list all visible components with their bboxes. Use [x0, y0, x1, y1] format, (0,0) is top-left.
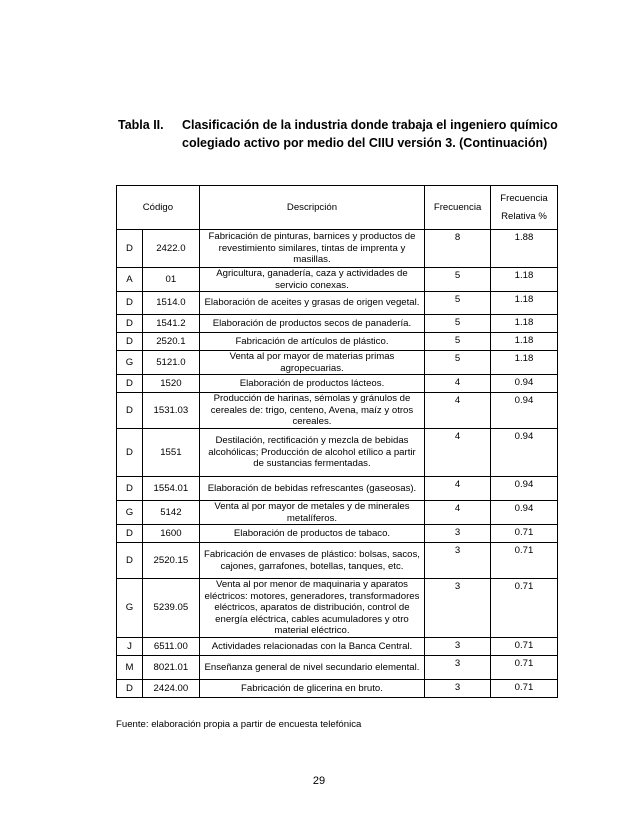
row-description: Venta al por mayor de materias primas agropecuarias.	[199, 351, 424, 375]
table-row	[117, 501, 558, 525]
row-frecuencia: 3	[425, 638, 491, 656]
table-row	[117, 543, 558, 579]
row-frecuencia: 4	[425, 501, 491, 525]
row-section-letter: D	[117, 292, 143, 315]
header-descripcion: Descripción	[199, 186, 424, 230]
table-row	[117, 525, 558, 543]
row-ciiu-code: 2422.0	[142, 230, 199, 268]
row-frecuencia-relativa: 0.94	[491, 393, 558, 429]
row-frecuencia-relativa: 0.71	[491, 543, 558, 579]
row-frecuencia-relativa: 0.94	[491, 429, 558, 477]
row-section-letter: G	[117, 351, 143, 375]
row-ciiu-code: 1554.01	[142, 477, 199, 501]
table-row	[117, 429, 558, 477]
row-frecuencia: 3	[425, 656, 491, 680]
row-ciiu-code: 2424.00	[142, 680, 199, 698]
table-title	[182, 116, 582, 152]
table-title-line-2: colegiado activo por medio del CIIU versión 3. (Continuación)	[182, 136, 548, 150]
row-frecuencia: 5	[425, 315, 491, 333]
row-frecuencia-relativa: 1.18	[491, 333, 558, 351]
row-section-letter: G	[117, 579, 143, 638]
page-number: 29	[312, 775, 326, 787]
table-title-line-1: Clasificación de la industria donde trabaja el ingeniero químico	[182, 118, 558, 132]
table-row	[117, 351, 558, 375]
row-frecuencia: 4	[425, 429, 491, 477]
row-description: Elaboración de aceites y grasas de origen vegetal.	[199, 292, 424, 315]
table-row	[117, 656, 558, 680]
row-ciiu-code: 01	[142, 268, 199, 292]
row-frecuencia: 5	[425, 268, 491, 292]
row-frecuencia-relativa: 1.18	[491, 351, 558, 375]
table-label: Tabla II.	[118, 118, 164, 132]
row-description: Fabricación de artículos de plástico.	[199, 333, 424, 351]
row-description: Fabricación de glicerina en bruto.	[199, 680, 424, 698]
row-section-letter: D	[117, 315, 143, 333]
row-section-letter: D	[117, 230, 143, 268]
row-ciiu-code: 1520	[142, 375, 199, 393]
row-ciiu-code: 1600	[142, 525, 199, 543]
row-section-letter: G	[117, 501, 143, 525]
table-row	[117, 375, 558, 393]
row-ciiu-code: 5142	[142, 501, 199, 525]
row-frecuencia-relativa: 0.71	[491, 525, 558, 543]
row-frecuencia-relativa: 1.18	[491, 268, 558, 292]
row-description: Elaboración de bebidas refrescantes (gaseosas).	[199, 477, 424, 501]
header-frecuencia-relativa-line-1: Frecuencia	[500, 192, 548, 204]
row-frecuencia: 5	[425, 292, 491, 315]
header-frecuencia-relativa-line-2: Relativa %	[501, 211, 547, 222]
row-ciiu-code: 6511.00	[142, 638, 199, 656]
row-frecuencia: 4	[425, 477, 491, 501]
row-description: Elaboración de productos lácteos.	[199, 375, 424, 393]
row-section-letter: D	[117, 429, 143, 477]
header-frecuencia-relativa	[491, 186, 558, 230]
row-ciiu-code: 5121.0	[142, 351, 199, 375]
row-frecuencia-relativa: 0.94	[491, 477, 558, 501]
table-row	[117, 230, 558, 268]
row-frecuencia: 3	[425, 680, 491, 698]
row-description: Fabricación de envases de plástico: bolsas, sacos, cajones, garrafones, botellas, tanques, etc.	[199, 543, 424, 579]
header-frecuencia: Frecuencia	[425, 186, 491, 230]
table-row	[117, 680, 558, 698]
row-ciiu-code: 8021.01	[142, 656, 199, 680]
table-row	[117, 477, 558, 501]
row-section-letter: D	[117, 543, 143, 579]
row-ciiu-code: 2520.1	[142, 333, 199, 351]
table-row	[117, 579, 558, 638]
row-frecuencia: 3	[425, 543, 491, 579]
row-description: Destilación, rectificación y mezcla de bebidas alcohólicas; Producción de alcohol etílico a partir de sustancias fermentadas.	[199, 429, 424, 477]
row-ciiu-code: 2520.15	[142, 543, 199, 579]
row-section-letter: D	[117, 680, 143, 698]
row-frecuencia: 5	[425, 351, 491, 375]
row-section-letter: A	[117, 268, 143, 292]
table-header-row	[117, 186, 558, 230]
row-section-letter: M	[117, 656, 143, 680]
table-row	[117, 315, 558, 333]
row-ciiu-code: 1514.0	[142, 292, 199, 315]
row-ciiu-code: 5239.05	[142, 579, 199, 638]
row-frecuencia: 5	[425, 333, 491, 351]
industry-classification-table	[116, 185, 558, 698]
row-frecuencia-relativa: 0.71	[491, 680, 558, 698]
row-frecuencia-relativa: 0.71	[491, 579, 558, 638]
row-frecuencia: 3	[425, 579, 491, 638]
row-description: Elaboración de productos de tabaco.	[199, 525, 424, 543]
row-ciiu-code: 1531.03	[142, 393, 199, 429]
row-description: Actividades relacionadas con la Banca Central.	[199, 638, 424, 656]
row-description: Venta al por menor de maquinaria y aparatos eléctricos: motores, generadores, transformadores eléctricos, aparatos de distribución, control de energía eléctrica, cables acumuladores y otro material eléctrico.	[199, 579, 424, 638]
row-frecuencia-relativa: 0.94	[491, 501, 558, 525]
row-section-letter: D	[117, 375, 143, 393]
row-frecuencia-relativa: 1.18	[491, 315, 558, 333]
row-description: Agricultura, ganadería, caza y actividades de servicio conexas.	[199, 268, 424, 292]
row-section-letter: D	[117, 525, 143, 543]
table-row	[117, 393, 558, 429]
row-frecuencia: 8	[425, 230, 491, 268]
row-frecuencia-relativa: 1.18	[491, 292, 558, 315]
header-codigo: Código	[117, 186, 200, 230]
row-frecuencia: 4	[425, 375, 491, 393]
row-frecuencia-relativa: 1.88	[491, 230, 558, 268]
row-description: Enseñanza general de nivel secundario elemental.	[199, 656, 424, 680]
row-section-letter: J	[117, 638, 143, 656]
row-description: Fabricación de pinturas, barnices y productos de revestimiento similares, tintas de imprenta y masillas.	[199, 230, 424, 268]
row-frecuencia: 3	[425, 525, 491, 543]
row-description: Producción de harinas, sémolas y gránulos de cereales de: trigo, centeno, Avena, maíz y otros cereales.	[199, 393, 424, 429]
row-frecuencia: 4	[425, 393, 491, 429]
row-description: Venta al por mayor de metales y de minerales metalíferos.	[199, 501, 424, 525]
table-row	[117, 292, 558, 315]
row-frecuencia-relativa: 0.94	[491, 375, 558, 393]
row-section-letter: D	[117, 477, 143, 501]
table-row	[117, 268, 558, 292]
row-frecuencia-relativa: 0.71	[491, 638, 558, 656]
row-ciiu-code: 1541.2	[142, 315, 199, 333]
row-section-letter: D	[117, 333, 143, 351]
row-ciiu-code: 1551	[142, 429, 199, 477]
row-section-letter: D	[117, 393, 143, 429]
table-row	[117, 638, 558, 656]
table-row	[117, 333, 558, 351]
row-description: Elaboración de productos secos de panadería.	[199, 315, 424, 333]
table-source: Fuente: elaboración propia a partir de encuesta telefónica	[116, 719, 362, 730]
row-frecuencia-relativa: 0.71	[491, 656, 558, 680]
